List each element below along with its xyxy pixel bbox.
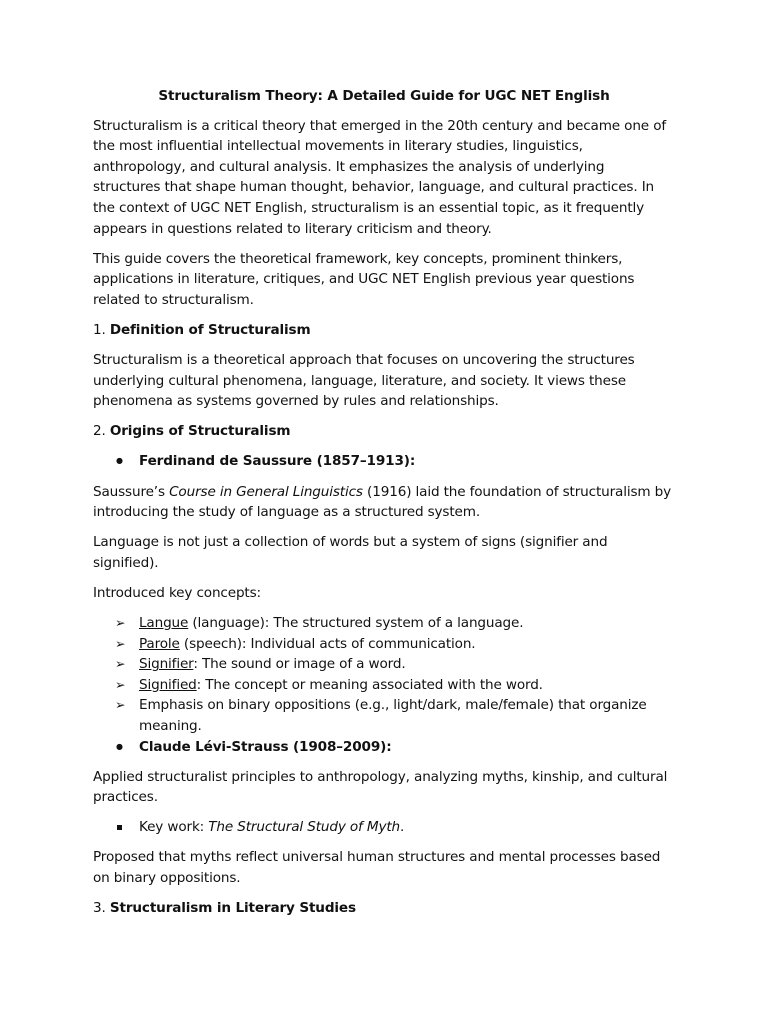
concept-term: Signified bbox=[139, 676, 197, 693]
saussure-heading bbox=[93, 451, 675, 472]
concept-desc: (speech): Individual acts of communication. bbox=[179, 635, 476, 652]
section-1-body: Structuralism is a theoretical approach that focuses on uncovering the structures underlying cultural phenomena, language, literature, and society. It views these phenomena as systems governed by rules and relationships. bbox=[93, 352, 635, 410]
saussure-bullet-list bbox=[93, 451, 675, 472]
concept-item bbox=[93, 613, 675, 634]
key-work-item bbox=[93, 817, 675, 838]
concept-term: Langue bbox=[139, 614, 189, 631]
levi-strauss-paragraph-1: Applied structuralist principles to anthropology, analyzing myths, kinship, and cultural practices. bbox=[93, 768, 668, 806]
concepts-list bbox=[93, 613, 675, 737]
key-work-title: The Structural Study of Myth bbox=[208, 819, 400, 836]
levi-strauss-bullet-list bbox=[93, 737, 675, 758]
levi-strauss-paragraph-2: Proposed that myths reflect universal human structures and mental processes based on binary oppositions. bbox=[93, 849, 661, 886]
concept-desc: : The concept or meaning associated with the word. bbox=[196, 676, 543, 693]
concept-item bbox=[93, 675, 675, 696]
key-work-pre: Key work: bbox=[139, 819, 209, 836]
section-3-number: 3. bbox=[93, 900, 106, 917]
intro-paragraph-1: Structuralism is a critical theory that emerged in the 20th century and became one of the most influential intellectual movements in literary studies, linguistics, anthropology, and cultural analysis. It emphasizes the analysis of underlying structures that shape human thought, behavior, language, and cultural practices. In the context of UGC NET English, structuralism is an essential topic, as it frequently appears in questions related to literary criticism and theory. bbox=[93, 117, 666, 237]
section-2-number: 2. bbox=[93, 423, 106, 440]
levi-strauss-heading bbox=[93, 737, 675, 758]
concept-desc: (language): The structured system of a language. bbox=[188, 614, 524, 631]
key-work-post: . bbox=[399, 819, 405, 836]
concept-item bbox=[93, 634, 675, 655]
section-1-title: Definition of Structuralism bbox=[109, 321, 311, 338]
intro-paragraph-2: This guide covers the theoretical framework, key concepts, prominent thinkers, applications in literature, critiques, and UGC NET English previous year questions related to structuralism. bbox=[93, 250, 635, 308]
saussure-paragraph-3: Introduced key concepts: bbox=[93, 584, 261, 601]
concept-desc: : The sound or image of a word. bbox=[193, 656, 406, 673]
section-2-title: Origins of Structuralism bbox=[109, 423, 291, 440]
key-work-list bbox=[93, 817, 675, 838]
section-1-number: 1. bbox=[93, 321, 106, 338]
binary-oppositions-item: ➢ Emphasis on binary oppositions (e.g., light/dark, male/female) that organize meaning. bbox=[93, 695, 675, 736]
levi-strauss-heading-text: Claude Lévi-Strauss (1908–2009): bbox=[139, 738, 392, 755]
concept-item bbox=[93, 654, 675, 675]
section-1-heading bbox=[93, 320, 675, 341]
saussure-work-title: Course in General Linguistics bbox=[169, 483, 363, 500]
concept-term: Signifier bbox=[139, 656, 194, 673]
section-2-heading bbox=[93, 421, 675, 442]
section-3-title: Structuralism in Literary Studies bbox=[109, 900, 356, 917]
document-title: Structuralism Theory: A Detailed Guide for UGC NET English bbox=[158, 88, 610, 104]
saussure-p1-pre: Saussure’s bbox=[93, 483, 170, 500]
concept-term: Parole bbox=[139, 635, 180, 652]
saussure-paragraph-2: Language is not just a collection of words but a system of signs (signifier and signified). bbox=[93, 534, 608, 571]
saussure-p1-post: (1916) laid the foundation of structuralism by introducing the study of language as a structured system. bbox=[93, 483, 672, 521]
section-3-heading bbox=[93, 898, 675, 919]
saussure-paragraph-1 bbox=[93, 482, 675, 523]
saussure-heading-text: Ferdinand de Saussure (1857–1913): bbox=[139, 453, 416, 470]
